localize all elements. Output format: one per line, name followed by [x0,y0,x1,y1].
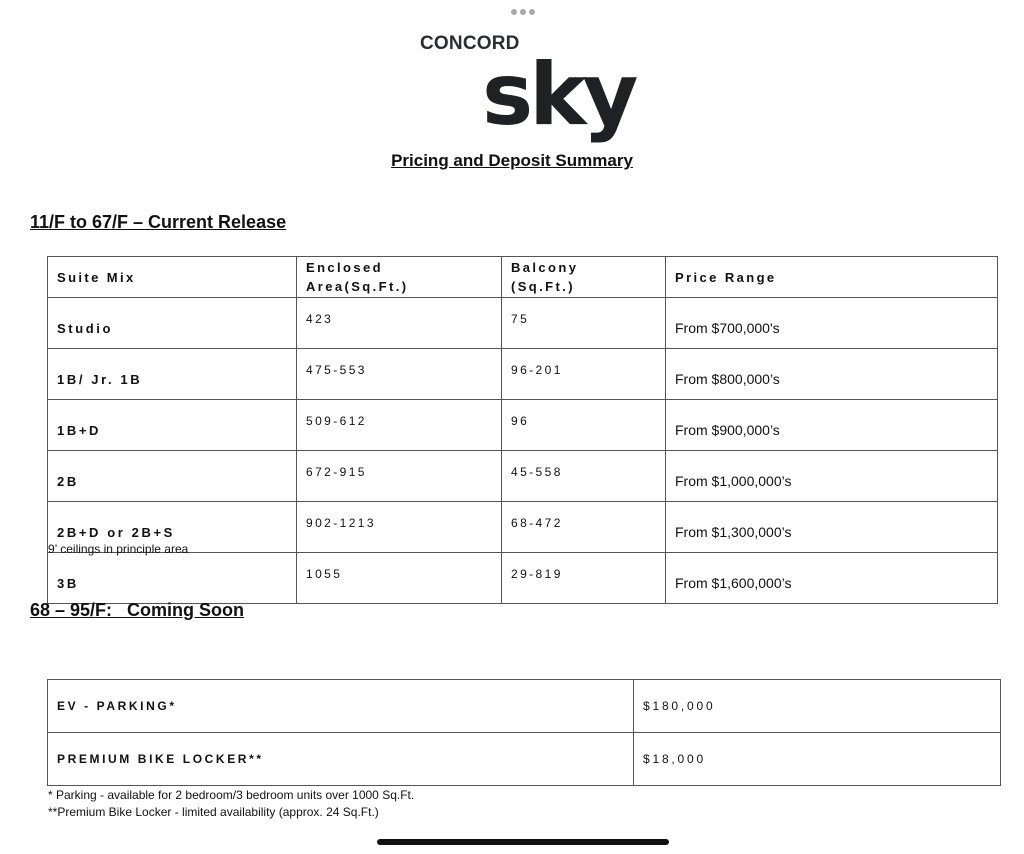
table-row [48,553,998,604]
suite-mix-cell: 2B [48,451,297,502]
suite-mix-cell: Studio [48,298,297,349]
home-indicator[interactable] [377,839,669,845]
extra-price-cell: $180,000 [634,680,1001,733]
price-range-cell: From $800,000’s [666,349,998,400]
header-label: Price Range [675,269,777,285]
concord-sky-logo [420,30,635,145]
table-row [48,298,998,349]
dot [511,9,517,15]
enclosed-area-cell: 475-553 [297,349,502,400]
price-range-cell: From $1,600,000’s [666,553,998,604]
header-label: Enclosed Area(Sq.Ft.) [306,260,409,294]
enclosed-area-cell: 423 [297,298,502,349]
table-header-row [48,257,998,298]
extra-label-cell: PREMIUM BIKE LOCKER** [48,733,634,786]
extras-pricing-table [47,679,1001,786]
enclosed-area-cell: 902-1213 [297,502,502,553]
suite-pricing-table [47,256,998,604]
price-range-cell: From $700,000's [666,298,998,349]
header-label: Balcony (Sq.Ft.) [511,260,579,294]
suite-mix-cell: 1B+D [48,400,297,451]
column-header-suite-mix [48,257,297,298]
dot [520,9,526,15]
column-header-balcony [502,257,666,298]
section-heading-coming-soon: 68 – 95/F: Coming Soon [30,600,245,620]
balcony-cell: 29-819 [502,553,666,604]
balcony-cell: 75 [502,298,666,349]
balcony-cell: 45-558 [502,451,666,502]
enclosed-area-cell: 672-915 [297,451,502,502]
suite-mix-cell: 2B+D or 2B+S [48,502,297,553]
enclosed-area-cell: 1055 [297,553,502,604]
section-heading-current-release: 11/F to 67/F – Current Release [30,212,287,232]
table-row [48,680,1001,733]
suite-mix-cell: 3B [48,553,297,604]
column-header-price-range [666,257,998,298]
extra-label-cell: EV - PARKING* [48,680,634,733]
column-header-enclosed-area [297,257,502,298]
logo-brand: CONCORD [420,33,520,54]
table-row [48,733,1001,786]
enclosed-area-cell: 509-612 [297,400,502,451]
balcony-cell: 96-201 [502,349,666,400]
price-range-cell: From $1,300,000’s [666,502,998,553]
balcony-cell: 96 [502,400,666,451]
suite-mix-cell: 1B/ Jr. 1B [48,349,297,400]
logo-product: sky [482,45,635,145]
dot [529,9,535,15]
bike-locker-footnote: **Premium Bike Locker - limited availability (approx. 24 Sq.Ft.) [48,805,379,819]
balcony-cell: 68-472 [502,502,666,553]
price-range-cell: From $1,000,000’s [666,451,998,502]
parking-footnote: * Parking - available for 2 bedroom/3 bedroom units over 1000 Sq.Ft. [48,788,415,802]
table-row [48,349,998,400]
table-row [48,451,998,502]
document-title: Pricing and Deposit Summary [391,151,633,170]
table-row [48,400,998,451]
header-label: Suite Mix [57,269,136,285]
price-range-cell: From $900,000’s [666,400,998,451]
table-row [48,502,998,553]
extra-price-cell: $18,000 [634,733,1001,786]
ceiling-footnote: 9’ ceilings in principle area [48,542,189,556]
more-dots-icon[interactable] [511,9,535,15]
